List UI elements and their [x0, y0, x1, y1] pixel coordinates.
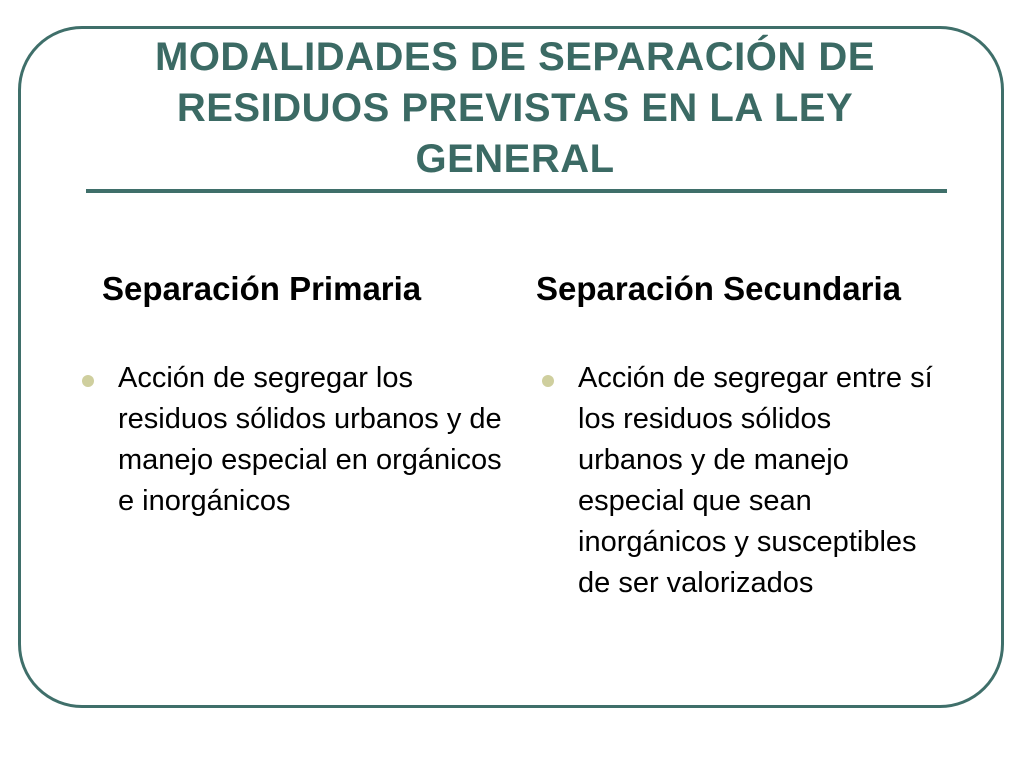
heading-separacion-primaria: Separación Primaria — [102, 270, 422, 307]
slide-title: MODALIDADES DE SEPARACIÓN DE RESIDUOS PREVISTAS EN LA LEY GENERAL — [155, 35, 875, 181]
bullet-dot-icon — [82, 375, 94, 387]
bullet-dot-icon — [542, 375, 554, 387]
bullet-text-primaria: Acción de segregar los residuos sólidos urbanos y de manejo especial en orgánicos e inorgánicos — [118, 362, 502, 517]
bullet-item-secundaria — [542, 358, 942, 604]
title-underline — [86, 189, 947, 193]
bullet-text-secundaria: Acción de segregar entre sí los residuos sólidos urbanos y de manejo especial que sean inorgánicos y susceptibles de ser valorizados — [578, 362, 933, 599]
heading-separacion-secundaria: Separación Secundaria — [536, 270, 901, 307]
bullet-item-primaria — [82, 358, 502, 522]
